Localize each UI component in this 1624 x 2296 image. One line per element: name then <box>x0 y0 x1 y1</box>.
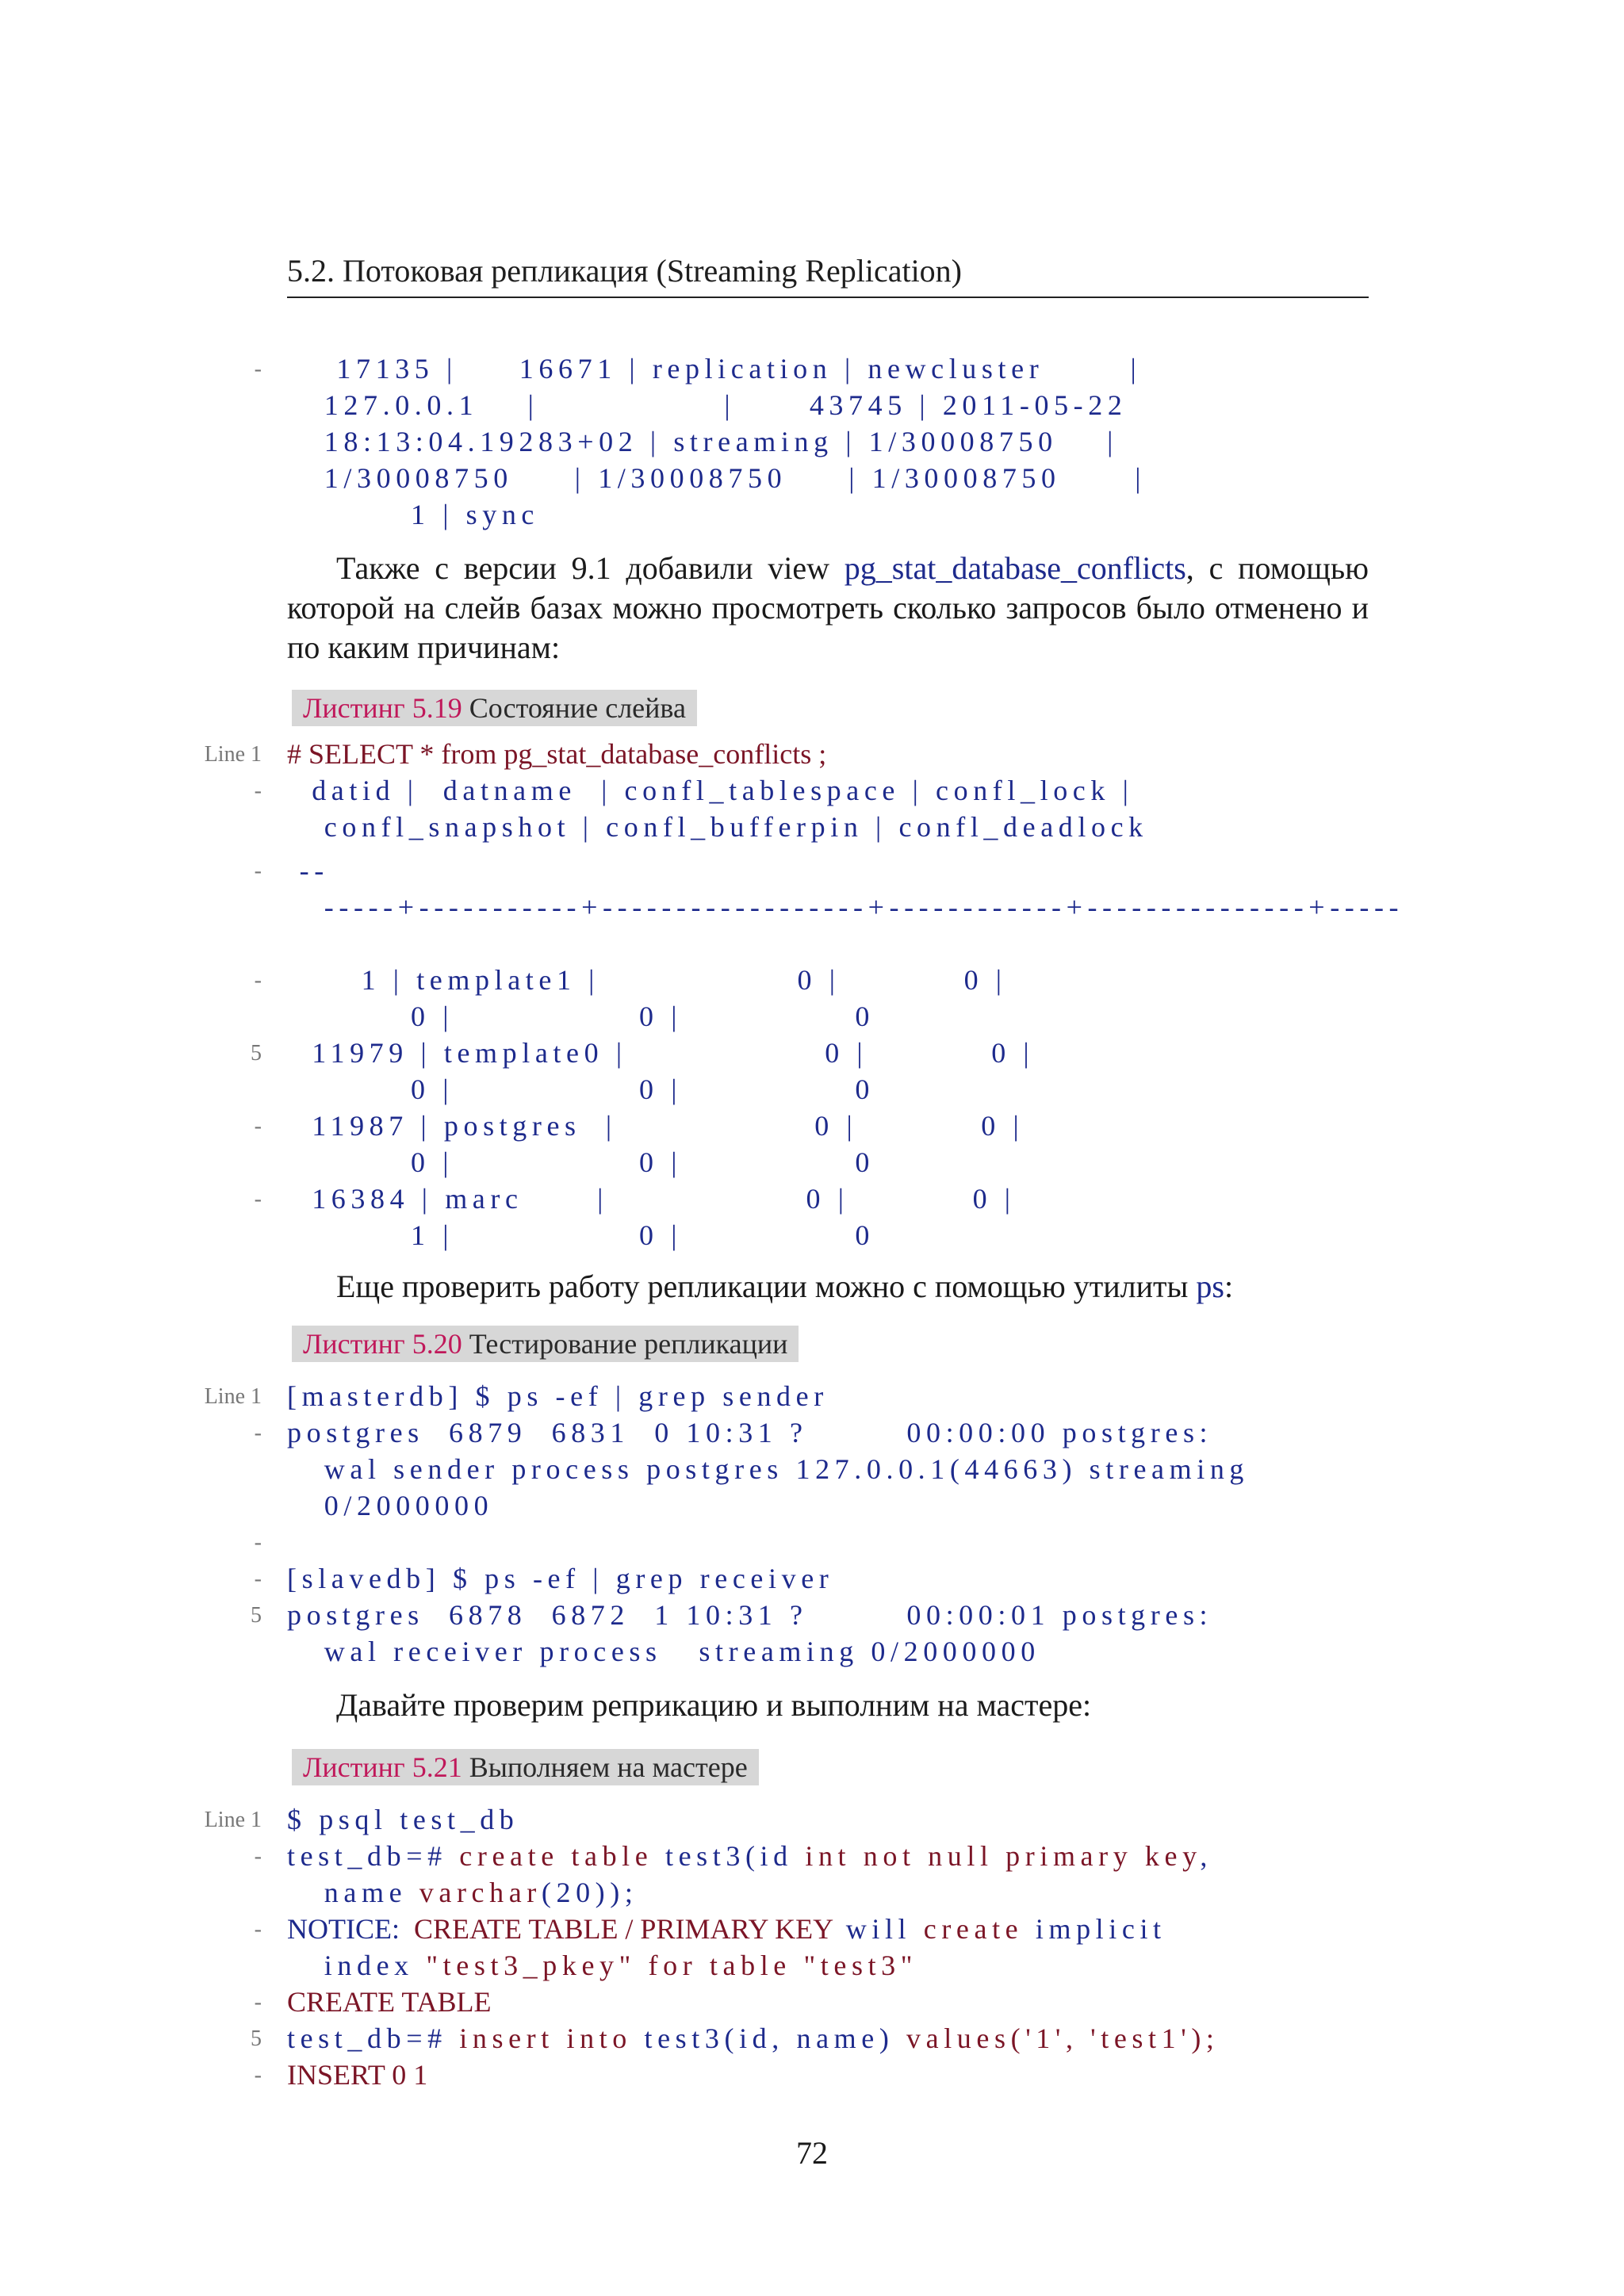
line-number: - <box>254 1844 262 1869</box>
code-line: 127.0.0.1 | | 43745 | 2011-05-22 <box>287 389 1128 421</box>
line-number: Line 1 <box>204 742 262 767</box>
code-line: postgres 6879 6831 0 10:31 ? 00:00:00 postgres: <box>287 1417 1213 1448</box>
code-line: [masterdb] $ ps -ef | grep sender <box>287 1380 829 1412</box>
line-number: 5 <box>251 1603 262 1628</box>
code-line: wal sender process postgres 127.0.0.1(44663) streaming <box>287 1453 1250 1485</box>
paragraph-text: Еще проверить работу репликации можно с помощью утилиты <box>336 1269 1197 1304</box>
listing-caption <box>292 1749 759 1785</box>
code-line: test_db=# insert into test3(id, name) values('1', 'test1'); <box>287 2022 1220 2054</box>
code-line: 1/30008750 | 1/30008750 | 1/30008750 | <box>287 462 1147 494</box>
code-line: 1 | 0 | 0 <box>287 1219 875 1251</box>
code-line: name varchar(20)); <box>287 1877 638 1908</box>
code-line: 17135 | 16671 | replication | newcluster | <box>287 353 1142 385</box>
line-number: - <box>254 1567 262 1591</box>
code-line: 1 | template1 | 0 | 0 | <box>287 964 1007 996</box>
paragraph <box>287 1267 1369 1307</box>
code-line: -----+-----------+------------------+------------+---------------+----- <box>287 891 1404 923</box>
inline-code-link[interactable]: pg_stat_database_conflicts <box>844 550 1186 586</box>
listing-title: Выполняем на мастере <box>469 1751 748 1783</box>
code-line: postgres 6878 6872 1 10:31 ? 00:00:01 postgres: <box>287 1599 1213 1631</box>
listing-caption <box>292 690 697 726</box>
code-line: NOTICE: CREATE TABLE / PRIMARY KEY will create implicit <box>287 1913 1166 1945</box>
line-number: 5 <box>251 1041 262 1066</box>
line-number: - <box>254 1990 262 2015</box>
code-line: confl_snapshot | confl_bufferpin | confl_deadlock <box>287 811 1148 843</box>
code-line: 0/2000000 <box>287 1490 494 1521</box>
code-line: index "test3_pkey" for table "test3" <box>287 1950 918 1981</box>
line-number: - <box>254 1114 262 1138</box>
listing-label: Листинг 5.19 <box>303 692 462 724</box>
listing-label: Листинг 5.21 <box>303 1751 462 1783</box>
listing-label: Листинг 5.20 <box>303 1328 462 1360</box>
paragraph-text: Также с версии 9.1 добавили view <box>336 550 845 586</box>
line-number: - <box>254 859 262 883</box>
line-number: - <box>254 968 262 993</box>
running-header: 5.2. Потоковая репликация (Streaming Replication) <box>287 253 962 289</box>
code-line: datid | datname | confl_tablespace | confl_lock | <box>287 775 1134 806</box>
inline-code-link[interactable]: ps <box>1196 1269 1224 1304</box>
line-number: - <box>254 1187 262 1211</box>
code-line: 11979 | template0 | 0 | 0 | <box>287 1037 1035 1069</box>
code-line: 0 | 0 | 0 <box>287 1001 875 1032</box>
code-line: CREATE TABLE <box>287 1986 492 2018</box>
line-number: Line 1 <box>204 1384 262 1409</box>
code-line: 1 | sync <box>287 499 539 530</box>
code-line: # SELECT * from pg_stat_database_conflicts ; <box>287 738 827 770</box>
page-number: 72 <box>796 2135 828 2171</box>
code-line: 18:13:04.19283+02 | streaming | 1/30008750 | <box>287 426 1118 457</box>
paragraph: Давайте проверим реприкацию и выполним на мастере: <box>336 1687 1092 1723</box>
code-line: [slavedb] $ ps -ef | grep receiver <box>287 1563 834 1594</box>
line-number: - <box>254 357 262 381</box>
paragraph-text: : <box>1224 1269 1234 1304</box>
listing-title: Тестирование репликации <box>469 1328 788 1360</box>
code-line: -- <box>287 855 329 886</box>
code-line: 0 | 0 | 0 <box>287 1146 875 1178</box>
line-number: Line 1 <box>204 1808 262 1832</box>
code-line: $ psql test_db <box>287 1804 519 1835</box>
listing-caption <box>292 1326 799 1362</box>
header-rule <box>287 297 1369 298</box>
code-line: test_db=# create table test3(id int not null primary key, <box>287 1840 1212 1872</box>
line-number: - <box>254 1421 262 1445</box>
line-number: 5 <box>251 2026 262 2051</box>
paragraph <box>287 549 1369 668</box>
code-line: 11987 | postgres | 0 | 0 | <box>287 1110 1025 1142</box>
line-number: - <box>254 2063 262 2087</box>
line-number: - <box>254 779 262 803</box>
listing-title: Состояние слейва <box>469 692 686 724</box>
code-line: wal receiver process streaming 0/2000000 <box>287 1636 1040 1667</box>
line-number: - <box>254 1917 262 1942</box>
line-number: - <box>254 1530 262 1555</box>
code-line: INSERT 0 1 <box>287 2059 428 2091</box>
code-line: 16384 | marc | 0 | 0 | <box>287 1183 1016 1215</box>
code-line: 0 | 0 | 0 <box>287 1073 875 1105</box>
paragraph-text: , с помощью которой на слейв базах можно просмотреть сколько запросов было отменено и по каким причинам: <box>287 550 1369 665</box>
